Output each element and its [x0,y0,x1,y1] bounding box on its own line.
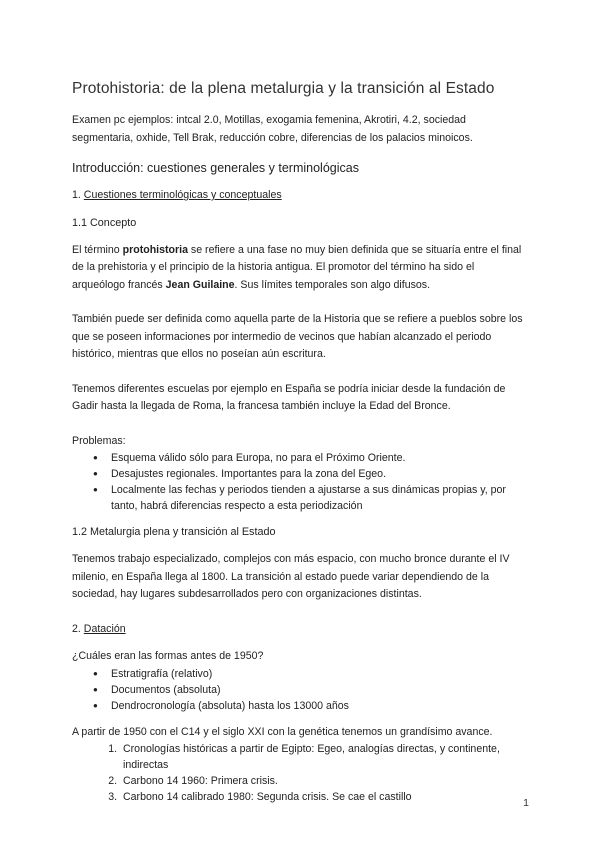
list-item: ● Esquema válido sólo para Europa, no para el Próximo Oriente. [105,450,528,466]
dating-steps-list [72,741,528,805]
dating-forms-list [72,666,528,714]
c14-paragraph: A partir de 1950 con el C14 y el siglo XXI con la genética tenemos un grandísimo avance. [72,725,493,738]
author-name: Jean Guilaine [165,278,235,291]
term-protohistoria: protohistoria [122,243,188,256]
list-item: 3. Carbono 14 calibrado 1980: Segunda crisis. Se cae el castillo [120,789,528,805]
definition-paragraph: También puede ser definida como aquella parte de la Historia que se refiere a pueblos sobre los que se poseen informaciones por intermedio de vecinos que habían alcanzado el periodo histórico, mientras que ellos no poseían aún escritura. [72,313,523,360]
section1-number: 1. [72,189,81,201]
section2-number: 2. [72,622,81,635]
list-item: ● Dendrocronología (absoluta) hasta los 13000 años [105,698,528,714]
dating-question: ¿Cuáles eran las formas antes de 1950? [72,650,264,662]
intro-heading: Introducción: cuestiones generales y terminológicas [72,161,359,175]
list-item: ● Desajustes regionales. Importantes para la zona del Egeo. [105,466,528,482]
metallurgy-paragraph: Tenemos trabajo especializado, complejos con más espacio, con mucho bronce durante el IV milenio, en España llega al 1800. La transición al estado puede variar dependiendo de la sociedad, hay lugares subdesarrollados pero con organizaciones distintas. [72,553,510,600]
schools-paragraph: Tenemos diferentes escuelas por ejemplo en España se podría iniciar desde la fundación de Gadir hasta la llegada de Roma, la francesa también incluye la Edad del Bronce. [72,382,506,412]
list-item: ● Documentos (absoluta) [105,682,528,698]
concept-paragraph: El término protohistoria se refiere a una fase no muy bien definida que se situaría entre el final de la prehistoria y el principio de la historia antigua. El promotor del término ha sido el arqueólogo francés Jean Guilaine. Sus límites temporales son algo difusos. [72,243,522,291]
subsection-1-2-heading: 1.2 Metalurgia plena y transición al Estado [72,526,276,538]
subsection-1-1-heading: 1.1 Concepto [72,216,137,229]
exam-note: Examen pc ejemplos: intcal 2.0, Motillas, exogamia femenina, Akrotiri, 4.2, sociedad segmentaria, oxhide, Tell Brak, reducción cobre, diferencias de los palacios minoicos. [72,114,473,144]
section1-heading [72,187,528,205]
document-title: Protohistoria: de la plena metalurgia y la transición al Estado [72,80,495,97]
list-item: ● Estratigrafía (relativo) [105,666,528,682]
document-page [72,80,528,805]
section1-title: Cuestiones terminológicas y conceptuales [83,189,282,201]
section2-heading [72,621,528,639]
list-item: 2. Carbono 14 1960: Primera crisis. [120,773,528,789]
page-number: 1 [523,797,529,809]
problems-list [72,450,528,514]
problems-label: Problemas: [72,434,126,447]
list-item: 1. Cronologías históricas a partir de Egipto: Egeo, analogías directas, y continente, indirectas [120,741,528,773]
section2-title: Datación [83,622,126,635]
list-item: ● Localmente las fechas y periodos tienden a ajustarse a sus dinámicas propias y, por tanto, habrá diferencias respecto a esta periodización [105,482,528,514]
